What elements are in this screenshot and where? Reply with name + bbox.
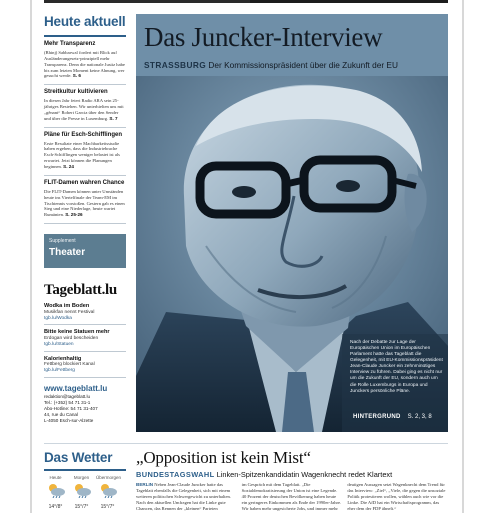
website-url[interactable]: www.tageblatt.lu [44,383,108,393]
contact-email[interactable]: redaktion@tageblatt.lu [44,394,91,400]
article-body [136,482,448,512]
weather-day-label: Heute [49,475,62,480]
address-city: L-4050 Esch-sur-Alzette [44,418,94,424]
section-heading: Heute aktuell [44,6,126,37]
online-teaser-desc: Erdogan wird bescheiden [44,336,99,342]
online-teaser-title: Bitte keine Statuen mehr [44,329,110,336]
article-kicker: BUNDESTAGSWAHL [136,470,215,479]
weather-day [96,475,122,510]
article-subtitle [136,470,448,479]
page-reference: S. 6 [72,73,81,79]
teaser-title: Streitkultur kultivieren [44,89,108,96]
teaser-title: Pläne für Esch-Schifflingen [44,131,123,138]
contact-block [44,384,126,424]
online-teaser[interactable] [44,303,126,325]
page-reference: S. 24 [63,164,74,170]
teaser-item[interactable] [44,37,126,85]
article-headline: „Opposition ist kein Mist“ [136,448,311,467]
online-teaser[interactable] [44,329,126,351]
masthead-bar [250,0,448,3]
teaser-title: FLIT-Damen wahren Chance [44,179,125,186]
weather-day-label: Übermorgen [96,475,122,480]
tageblatt-logo: Tageblatt.lu [44,282,117,299]
cover-story[interactable] [136,14,448,432]
weather-day [44,475,67,510]
supplement-box[interactable] [44,234,126,268]
page-reference: S. 7 [109,115,118,121]
teaser-item[interactable] [44,176,126,224]
teaser-text: (Bhinj) Sabbarwal fordert mit Blick auf Ausländerangesetz-prinzipiell mehr Transparenz. Denn die nationale Justiz habe bis zum letzten Moment keine Ahnung, wer gesucht werde. S. 6 [44,49,125,79]
bottom-rule [44,443,448,444]
online-teaser-link[interactable]: tgb.lu/Statuen [44,341,74,347]
weather-day [70,475,93,510]
weather-temp: 15°/7° [74,504,89,510]
online-teaser-link[interactable]: tgb.lu/Wodka [44,315,72,321]
hintergrund-label: HINTERGRUND [350,412,404,422]
cover-subtitle-text: Der Kommissionspräsident über die Zukunft der EU [208,60,398,70]
weather-heading: Das Wetter [44,448,126,471]
weather-box [44,448,126,510]
abo-hotline: Abo-Hotline: 54 71 31-407 [44,406,98,412]
online-teaser-title: Wodka im Boden [44,303,90,310]
cloud-sun-icon [98,482,118,498]
online-teaser-title: Kalorienhaltig [44,355,82,362]
teaser-title: Mehr Transparenz [44,41,96,47]
article-column: deutigen Aussagen setzt Wagenknecht dem Trend für das Interview: „Ziel“, „Viele, die gegen die unsoziale Politik protestieren wollen, wählen auch wie vor die Linke. Die AfD hat ein Wirtschaftsprogramm, das eher dem der FDP ähnelt.“ [347,482,446,511]
teaser-text: Erste Resultate einer Machbarkeitsstudie haben ergeben, dass die Industriebrache Esch-Schifflingen weniger belastet ist als erwartet. Jetzt können die Planungen beginnen. S. 24 [44,140,120,170]
article-dateline: BERLIN [136,482,154,487]
cover-kicker: STRASSBURG [144,60,207,70]
weather-temp: 15°/7° [100,504,115,510]
online-teaser-link[interactable]: tgb.lu/Fettberg [44,368,75,374]
address-street: 44, rue du Canal [44,412,78,418]
weather-day-label: Morgen [73,475,90,480]
supplement-name: Theater [49,247,86,259]
contact-phone: Tel.: (+352) 54 71 31-1 [44,400,91,406]
article-column: BERLIN Neben Jean-Claude Juncker hatte das Tageblatt ebenfalls die Gelegenheit, sich mit einem weiteren politischen Schwergewicht zu unterhalten. Nach den aktuellen Umfragen hat die Linke gute Chancen, das Rennen der „kleinen“ Parteien [136,482,231,511]
teaser-text: Die FLIT-Damen können unter Umständen heute ins Viertelfinale der Team-EM im Tischtennis vorstoßen. Gestern gab es einen Sieg und eine Niederlage, heute wartet Rumänien. S. 25-26 [44,188,125,218]
page-edge [462,0,464,513]
page-reference: S. 25-26 [65,212,83,218]
weather-forecast [44,475,126,510]
sidebar [44,6,126,447]
teaser-item[interactable] [44,85,126,127]
article-column: im Gespräch mit dem Tageblatt. „Die Sozialdemokratisierung der Union ist eine Legende. 40 Prozent der deutschen Bevölkerung haben heute ein geringeres Einkommen als Ende der 1990er-Jahre. Wir haben mehr ungesicherte Jobs, und immer mehr [241,482,342,511]
online-teaser-desc: Fettberg blockiert Kanal [44,362,95,368]
news-article[interactable] [136,448,448,512]
cloud-sun-icon [72,482,92,498]
cover-title: Das Juncker-Interview [144,22,383,52]
cover-subtitle [144,60,398,70]
teaser-text: In diesen Jahr feiert Radio ARA sein 25-jähriges Bestehen. Wir unterhielten uns mit „gênant“ Robert Garcia über den Sender und über die Presse in Luxemburg. S. 7 [44,98,124,121]
cover-caption: Nach der Debatte zur Lage der Europäischen Union im Europäischen Parlament hatte das Tageblatt die Gelegenheit, mit EU-Kommissionspräsident Jean-Claude Juncker ein zehnminütiges Interview zu führen. Dabei ging es nicht nur um die Zukunft der EU, sondern auch um die Rolle Luxemburgs in Europa und Junckers persönliche Pläne. [350,340,443,394]
cloud-sun-icon [46,482,66,498]
hintergrund-reference[interactable] [350,412,432,422]
article-subtitle-text: Linken-Spitzenkandidatin Wagenknecht redet Klartext [216,470,393,479]
teaser-item[interactable] [44,128,126,176]
hintergrund-pages: S. 2, 3, 8 [407,414,432,420]
supplement-label: Supplement [49,238,76,245]
weather-temp: 14°/8° [48,504,63,510]
page-edge [30,0,32,513]
online-teaser-desc: Musikfan nennt Festival [44,309,95,315]
online-teaser[interactable] [44,356,126,378]
